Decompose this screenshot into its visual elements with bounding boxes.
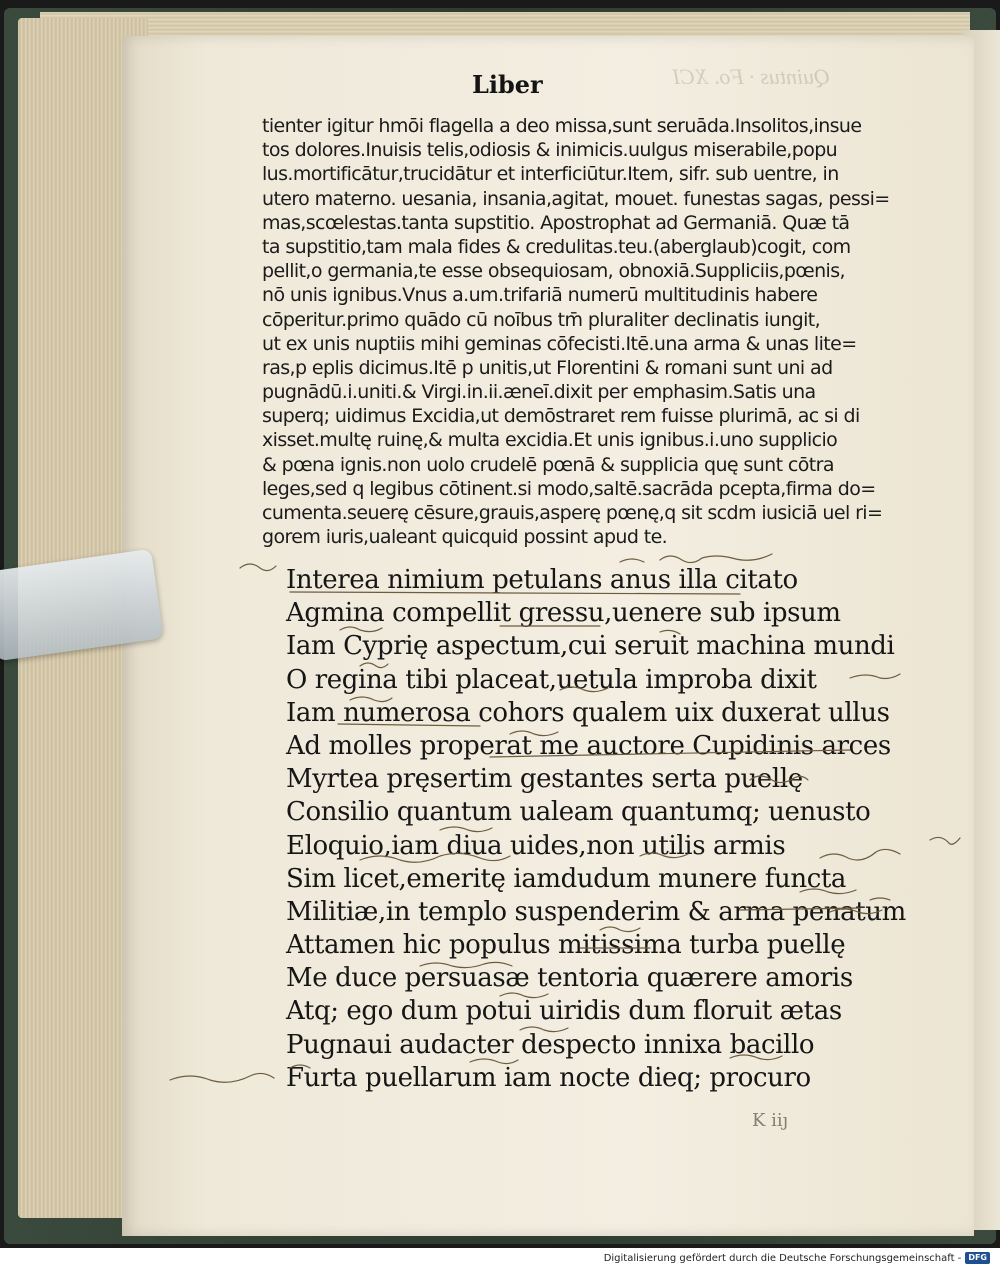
commentary-line: tos dolores.Inuisis telis,odiosis & inimicis.uulgus miserabile,popu [262,139,838,162]
verse-line: Consilio quantum ualeam quantumq; uenusto [286,797,871,828]
show-through-text: Quintus · Fo. XCI [672,64,830,89]
verse-line: Iam Cyprię aspectum,cui seruit machina mundi [286,631,895,662]
commentary-line: leges,sed q legibus cōtinent.si modo,saltē.sacrāda pcepta,firma do= [262,477,876,500]
commentary-block [262,114,912,549]
commentary-line: & pœna ignis.non uolo crudelē pœnā & supplicia quę sunt cōtra [262,453,834,476]
verse-line: Attamen hic populus mitissima turba puellę [286,930,846,961]
commentary-line: lus.mortificātur,trucidātur et interficiūtur.Item, sifr. sub uentre, in [262,163,839,186]
verse-line: Eloquio,iam diua uides,non utilis armis [286,830,786,861]
running-head: Liber [472,70,543,99]
commentary-line: ut ex unis nuptiis mihi geminas cōfecisti.Itē.una arma & unas lite= [262,332,857,355]
verse-line: Furta puellarum iam nocte dieq; procuro [286,1062,811,1093]
commentary-line: tienter igitur hmōi flagella a deo missa,sunt seruāda.Insolitos,insue [262,115,862,137]
commentary-line: gorem iuris,ualeant quicquid possint apud te. [262,526,668,549]
digitization-credit [604,1252,990,1264]
commentary-line: pugnādū.i.uniti.& Virgi.in.ii.æneī.dixit per emphasim.Satis una [262,381,816,404]
verse-line: Sim licet,emeritę iamdudum munere functa [286,863,847,894]
dfg-logo-icon: DFG [965,1252,990,1264]
verse-line: Me duce persuasæ tentoria quærere amoris [286,963,853,994]
commentary-line: ta supstitio,tam mala fides & credulitas.teu.(aberglaub)cogit, com [262,235,851,258]
commentary-line: ras,p eplis dicimus.Itē p unitis,ut Florentini & romani sunt uni ad [262,356,833,379]
verse-line: Myrtea pręsertim gestantes serta puellę [286,764,803,795]
commentary-line: cōperitur.primo quādo cū noībus tm̄ pluraliter declinatis iungit, [262,308,821,331]
verse-line: O regina tibi placeat,uetula improba dixit [286,664,817,695]
commentary-line: mas,scœlestas.tanta supstitio. Apostrophat ad Germaniā. Quæ tā [262,211,850,234]
verse-line: Pugnaui audacter despecto innixa bacillo [286,1029,815,1060]
commentary-line: utero materno. uesania, insania,agitat, mouet. funestas sagas, pessi= [262,187,890,210]
commentary-line: xisset.multę ruinę,& multa excidia.Et unis ignibus.i.uno supplicio [262,429,838,452]
verse-line: Agmina compellit gressu,uenere sub ipsum [286,598,841,629]
commentary-line: pellit,o germania,te esse obsequiosam, obnoxiā.Suppliciis,pœnis, [262,260,845,283]
signature-mark: K iiȷ [752,1110,789,1131]
commentary-line: superq; uidimus Excidia,ut demōstraret rem fuisse plurimā, ac si di [262,405,860,428]
verse-block [286,564,906,1095]
verse-line: Interea nimium petulans anus illa citato [286,565,798,595]
verse-line: Atq; ego dum potui uiridis dum floruit ætas [286,996,842,1027]
credit-text: Digitalisierung gefördert durch die Deutsche Forschungsgemeinschaft - [603,1252,962,1264]
verse-line: Ad molles properat me auctore Cupidinis arces [286,730,891,761]
commentary-line: nō unis ignibus.Vnus a.um.trifariā numerū multitudinis habere [262,284,818,307]
verse-line: Iam numerosa cohors qualem uix duxerat ullus [286,697,890,728]
commentary-line: cumenta.seuerę cēsure,grauis,asperę pœnę,q sit scdm iusiciā uel ri= [262,502,883,524]
verse-line: Militiæ,in templo suspenderim & arma penatum [286,896,906,927]
